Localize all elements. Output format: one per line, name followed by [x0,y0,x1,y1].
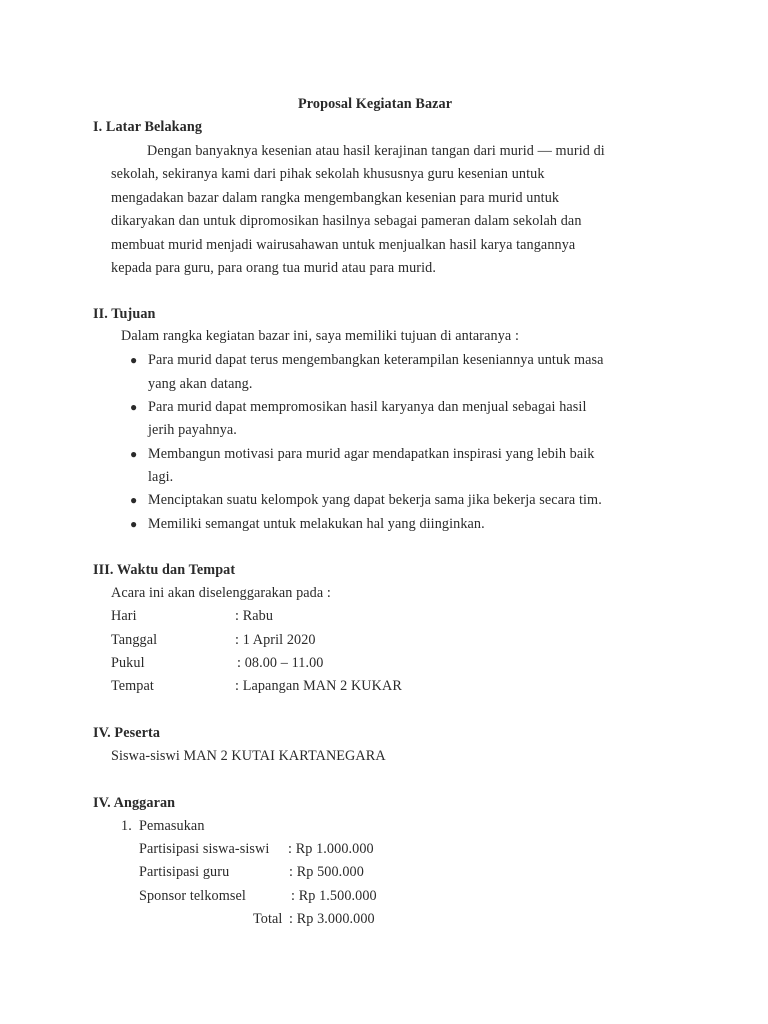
paragraph-line: membuat murid menjadi wairusahawan untuk menjualkan hasil karya tangannya [111,237,576,253]
list-number: 1. [121,818,132,834]
section-heading-tujuan: II. Tujuan [93,306,156,322]
paragraph-line: kepada para guru, para orang tua murid atau para murid. [111,260,436,276]
list-item: Menciptakan suatu kelompok yang dapat bekerja sama jika bekerja secara tim. [148,492,602,508]
detail-label: Hari [111,608,137,624]
budget-value: : Rp 1.000.000 [288,841,374,857]
bullet-icon: ● [130,447,138,461]
bullet-icon: ● [130,353,138,367]
budget-label: Partisipasi guru [139,864,230,880]
detail-value: : 08.00 – 11.00 [237,655,324,671]
budget-value: : Rp 500.000 [289,864,364,880]
budget-label: Partisipasi siswa-siswi [139,841,270,857]
list-item: Para murid dapat terus mengembangkan keterampilan keseniannya untuk masa [148,352,604,368]
budget-label: Sponsor telkomsel [139,888,246,904]
paragraph-line: mengadakan bazar dalam rangka mengembangkan kesenian para murid untuk [111,190,560,206]
bullet-icon: ● [130,517,138,531]
peserta-text: Siswa-siswi MAN 2 KUTAI KARTANEGARA [111,748,386,764]
section-heading-latar-belakang: I. Latar Belakang [93,119,203,135]
detail-label: Tanggal [111,632,158,648]
waktu-intro: Acara ini akan diselenggarakan pada : [111,585,331,601]
paragraph-line: sekolah, sekiranya kami dari pihak sekolah khususnya guru kesenian untuk [111,166,545,182]
section-heading-waktu-tempat: III. Waktu dan Tempat [93,562,236,578]
bullet-icon: ● [130,493,138,507]
budget-total-value: : Rp 3.000.000 [289,911,375,927]
section-heading-anggaran: IV. Anggaran [93,795,176,811]
paragraph-line: dikaryakan dan untuk dipromosikan hasilnya sebagai pameran dalam sekolah dan [111,213,582,229]
list-item: Membangun motivasi para murid agar mendapatkan inspirasi yang lebih baik [148,446,595,462]
detail-value: : 1 April 2020 [235,632,316,648]
list-item-continued: jerih payahnya. [148,422,237,438]
document-title: Proposal Kegiatan Bazar [298,96,453,112]
list-item: Para murid dapat mempromosikan hasil karyanya dan menjual sebagai hasil [148,399,587,415]
anggaran-item-label: Pemasukan [139,818,205,834]
budget-total-label: Total [253,911,283,927]
bullet-icon: ● [130,400,138,414]
detail-value: : Rabu [235,608,274,624]
paragraph-line: Dengan banyaknya kesenian atau hasil kerajinan tangan dari murid — murid di [147,143,605,159]
tujuan-intro: Dalam rangka kegiatan bazar ini, saya memiliki tujuan di antaranya : [121,328,519,344]
detail-value: : Lapangan MAN 2 KUKAR [235,678,402,694]
list-item-continued: lagi. [148,469,174,485]
budget-value: : Rp 1.500.000 [291,888,377,904]
detail-label: Pukul [111,655,145,671]
detail-label: Tempat [111,678,154,694]
list-item: Memiliki semangat untuk melakukan hal yang diinginkan. [148,516,485,532]
section-heading-peserta: IV. Peserta [93,725,161,741]
list-item-continued: yang akan datang. [148,376,253,392]
